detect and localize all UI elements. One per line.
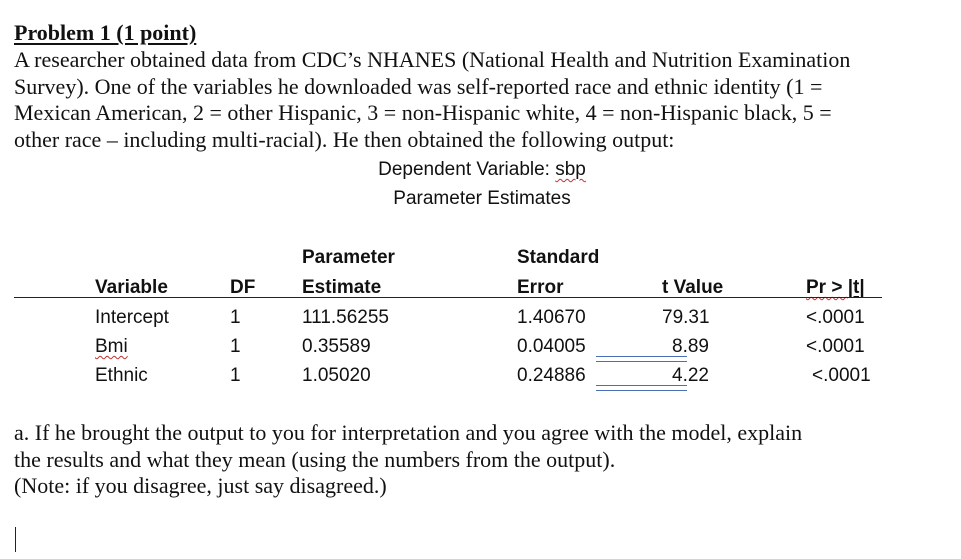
header-pvalue [806, 277, 865, 299]
question-line-3: (Note: if you disagree, just say disagreed.) [14, 473, 387, 498]
row-df: 1 [230, 365, 241, 386]
grammar-double-underline [596, 356, 687, 362]
header-estimate-top: Parameter [302, 247, 395, 268]
header-rule [14, 297, 882, 298]
row-pvalue: <.0001 [812, 365, 871, 386]
grammar-double-underline [596, 385, 687, 391]
row-pvalue: <.0001 [806, 336, 865, 357]
header-variable: Variable [95, 277, 168, 298]
row-variable-text: Bmi [95, 336, 128, 357]
problem-title: Problem 1 (1 point) [14, 20, 197, 45]
question-line-1: a. If he brought the output to you for interpretation and you agree with the model, explain [14, 420, 803, 445]
dependent-variable-name: sbp [555, 159, 586, 180]
problem-line-4: other race – including multi-racial). He then obtained the following output: [14, 126, 675, 152]
header-pvalue-abs: |t| [847, 277, 865, 298]
row-estimate: 0.35589 [302, 336, 371, 357]
parameter-estimates-title: Parameter Estimates [393, 188, 571, 209]
row-df: 1 [230, 307, 241, 328]
header-stderr-top: Standard [517, 247, 600, 268]
row-tvalue: 4.22 [672, 365, 709, 386]
header-tvalue: t Value [662, 277, 724, 298]
header-pvalue-prefix: Pr > [806, 277, 848, 298]
row-stderr: 0.04005 [517, 336, 586, 357]
row-variable: Intercept [95, 307, 169, 328]
row-tvalue: 79.31 [662, 307, 710, 328]
text-cursor[interactable] [15, 527, 16, 552]
row-estimate: 1.05020 [302, 365, 371, 386]
row-variable: Ethnic [95, 365, 148, 386]
question-text [14, 420, 949, 500]
row-stderr: 1.40670 [517, 307, 586, 328]
problem-text [14, 47, 949, 153]
problem-line-3: Mexican American, 2 = other Hispanic, 3 = non-Hispanic white, 4 = non-Hispanic black, 5 = [14, 100, 832, 125]
problem-line-1: A researcher obtained data from CDC’s NHANES (National Health and Nutrition Examination [14, 47, 851, 72]
row-df: 1 [230, 336, 241, 357]
header-stderr: Error [517, 277, 564, 298]
header-estimate: Estimate [302, 277, 382, 298]
row-variable [95, 336, 128, 358]
row-estimate: 111.56255 [302, 307, 389, 328]
header-df: DF [230, 277, 256, 298]
question-line-2: the results and what they mean (using the numbers from the output). [14, 446, 616, 472]
row-pvalue: <.0001 [806, 307, 865, 328]
row-stderr: 0.24886 [517, 365, 586, 386]
row-tvalue: 8.89 [672, 336, 709, 357]
dependent-variable-title [0, 159, 961, 181]
problem-line-2: Survey). One of the variables he downloaded was self-reported race and ethnic identity (1 = [14, 73, 823, 99]
dependent-variable-label: Dependent Variable: [378, 159, 556, 180]
